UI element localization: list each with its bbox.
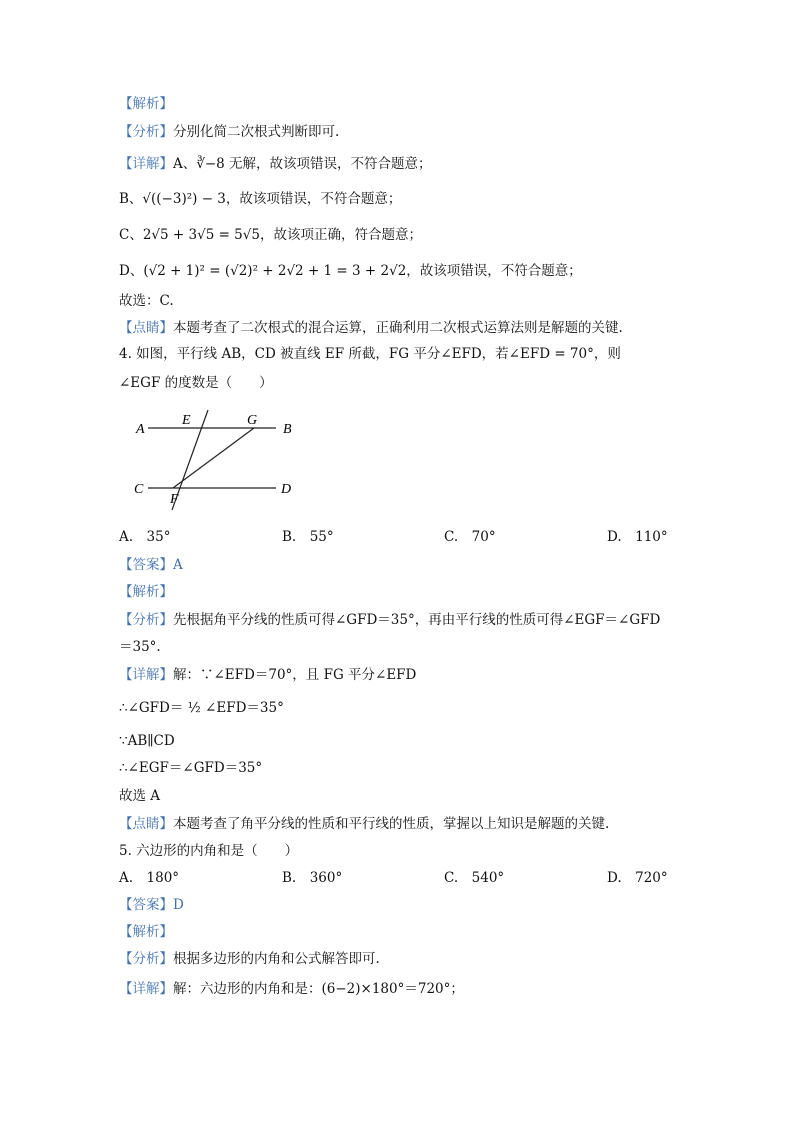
- answer-q5-text: 【答案】D: [119, 897, 184, 913]
- section-tag: 【点睛】: [119, 320, 173, 336]
- label-a: A: [136, 422, 145, 437]
- detail-d-q3: D、(√2 + 1)² = (√2)² + 2√2 + 1 = 3 + 2√2，故该项错误，不符合题意；: [119, 263, 582, 279]
- answer-q4-text: 【答案】A: [119, 557, 183, 573]
- analysis-q4-line1: 【分析】先根据角平分线的性质可得∠GFD＝35°，再由平行线的性质可得∠EGF＝∠GFD: [119, 612, 661, 628]
- analysis-q4-line2: ＝35°.: [119, 639, 161, 655]
- section-tag: 【点睛】: [119, 816, 173, 832]
- answer-q4: [119, 556, 183, 574]
- q4-option-b: B. 55°: [282, 529, 334, 545]
- detail-a-q3: 【详解】A、∛−8 无解，故该项错误，不符合题意；: [119, 156, 432, 172]
- q5-option-a: A. 180°: [119, 870, 180, 886]
- label-d: D: [281, 482, 292, 497]
- q4-option-a: A. 35°: [119, 529, 171, 545]
- choose-q3: 故选：C.: [119, 293, 174, 309]
- q4-stem-line2: ∠EGF 的度数是（ ）: [119, 375, 273, 391]
- detail-q4-line4: ∴∠EGF＝∠GFD＝35°: [119, 760, 263, 776]
- q5-stem: 5. 六边形的内角和是（ ）: [119, 843, 299, 859]
- section-tag: 【详解】: [119, 981, 173, 997]
- label-c: C: [134, 482, 144, 497]
- detail-q4-line2: ∴∠GFD＝ ½ ∠EFD＝35°: [119, 700, 284, 716]
- detail-b-q3: B、√((−3)²) − 3，故该项错误，不符合题意；: [119, 191, 402, 207]
- section-tag: 【详解】: [119, 156, 173, 172]
- q5-option-b: B. 360°: [282, 870, 343, 886]
- label-b: B: [283, 422, 292, 437]
- remark-q3: 【点睛】本题考查了二次根式的混合运算，正确利用二次根式运算法则是解题的关键.: [119, 320, 623, 336]
- jiexi-tag-q5: 【解析】: [119, 924, 173, 940]
- detail-q4-line1: 【详解】解：∵∠EFD＝70°，且 FG 平分∠EFD: [119, 667, 417, 683]
- choose-q4: 故选 A: [119, 788, 161, 804]
- q4-option-c: C. 70°: [444, 529, 496, 545]
- analysis-q5: 【分析】根据多边形的内角和公式解答即可.: [119, 951, 380, 967]
- remark-q4: 【点睛】本题考查了角平分线的性质和平行线的性质，掌握以上知识是解题的关键.: [119, 816, 610, 832]
- section-tag: 【详解】: [119, 667, 173, 683]
- q4-stem-line1: 4. 如图，平行线 AB，CD 被直线 EF 所截，FG 平分∠EFD，若∠EFD = 70°，则: [119, 346, 621, 362]
- jiexi-tag-q4: 【解析】: [119, 584, 173, 600]
- line-fg: [173, 428, 254, 488]
- label-f: F: [170, 492, 179, 507]
- detail-q4-line3: ∵AB∥CD: [119, 733, 175, 749]
- answer-q5: [119, 896, 184, 914]
- q5-option-d: D. 720°: [607, 870, 668, 886]
- parallel-lines-figure: [128, 405, 308, 515]
- detail-q5: 【详解】解：六边形的内角和是：(6−2)×180°＝720°；: [119, 981, 464, 997]
- section-tag: 【分析】: [119, 951, 173, 967]
- detail-c-q3: C、2√5 + 3√5 = 5√5，故该项正确，符合题意；: [119, 227, 422, 243]
- q5-option-c: C. 540°: [444, 870, 505, 886]
- jiexi-tag-q3: 【解析】: [119, 96, 173, 112]
- label-g: G: [247, 413, 258, 428]
- label-e: E: [182, 413, 191, 428]
- q4-option-d: D. 110°: [607, 529, 668, 545]
- analysis-q3: 【分析】分别化简二次根式判断即可.: [119, 124, 340, 140]
- section-tag: 【分析】: [119, 124, 173, 140]
- section-tag: 【分析】: [119, 612, 173, 628]
